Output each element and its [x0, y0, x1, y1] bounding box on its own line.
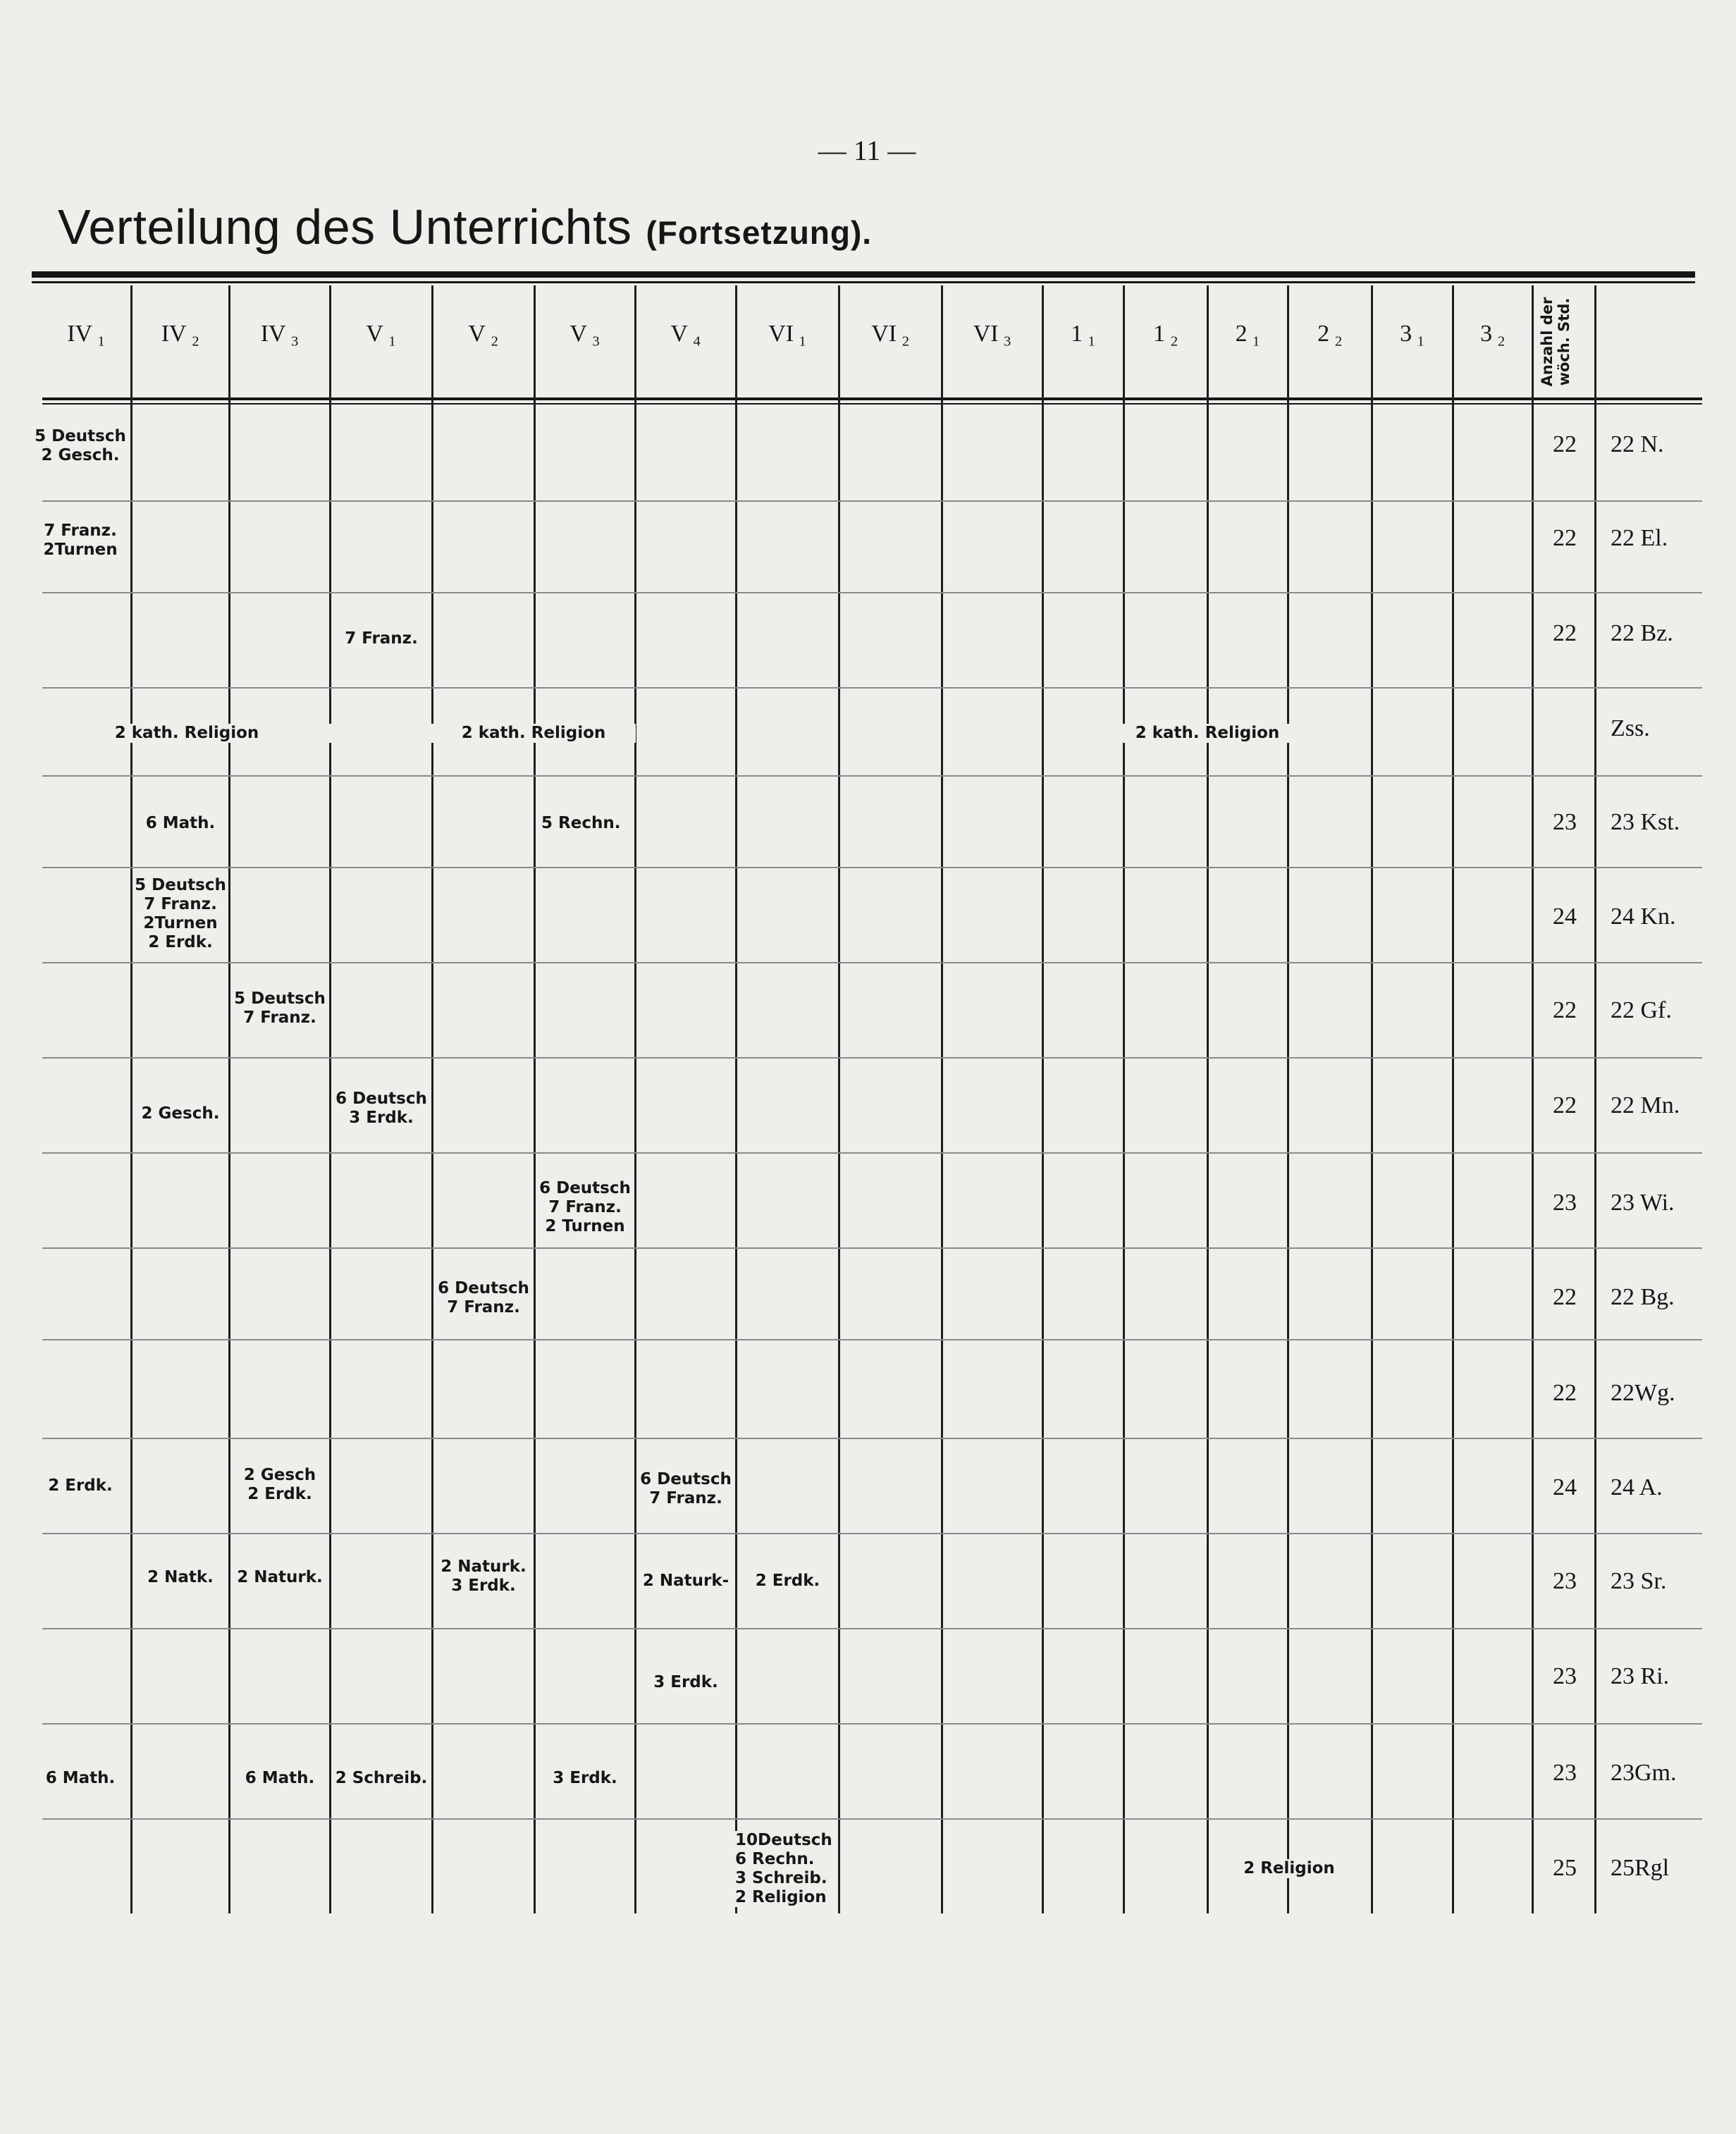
col-header-11: 1 ₁: [1071, 321, 1096, 347]
col-header-VI1: VI ₁: [768, 321, 807, 347]
col-header-V4: V ₄: [670, 321, 701, 347]
entry-IV3: 5 Deutsch 7 Franz.: [234, 989, 326, 1027]
row-line: [42, 1533, 1702, 1534]
col-header-12: 1 ₂: [1153, 321, 1178, 347]
hours-total: 23: [1553, 1190, 1577, 1216]
top-rule-thin: [32, 281, 1695, 283]
col-header-IV2: IV ₂: [161, 321, 200, 347]
hours-total: 22: [1553, 525, 1577, 551]
teacher-label: 22 Gf.: [1611, 997, 1672, 1023]
hours-total: 22: [1553, 1284, 1577, 1310]
hours-total: 23: [1553, 1760, 1577, 1786]
teacher-label: 24 Kn.: [1611, 903, 1676, 930]
col-header-31: 3 ₁: [1400, 321, 1425, 347]
row-line: [42, 867, 1702, 868]
teacher-label: 23 Kst.: [1611, 809, 1680, 835]
col-header-21: 2 ₁: [1235, 321, 1261, 347]
col-header-V3: V ₃: [570, 321, 601, 347]
teacher-label: 23 Wi.: [1611, 1190, 1675, 1216]
row-line: [42, 592, 1702, 593]
entry-IV1: 7 Franz. 2Turnen: [43, 522, 118, 559]
entry-IV3: 6 Math.: [245, 1769, 315, 1787]
row-line: [42, 1438, 1702, 1439]
hours-total: 22: [1553, 1092, 1577, 1118]
row-line: [42, 1339, 1702, 1340]
teacher-label: 24 A.: [1611, 1474, 1663, 1500]
col-line: [1371, 285, 1373, 1913]
entry-VI1: 10Deutsch 6 Rechn. 3 Schreib. 2 Religion: [735, 1831, 838, 1907]
hours-total: 23: [1553, 809, 1577, 835]
col-line: [431, 285, 433, 1913]
entry-IV1: 2 Erdk.: [48, 1476, 113, 1495]
row-line: [42, 1723, 1702, 1725]
col-line: [1452, 285, 1454, 1913]
col-header-V1: V ₁: [366, 321, 397, 347]
entry-V1: 6 Deutsch 3 Erdk.: [335, 1090, 427, 1127]
row-line: [42, 1247, 1702, 1249]
page-title: [58, 199, 872, 255]
entry-V2: 6 Deutsch 7 Franz.: [438, 1279, 529, 1316]
entry-V4: 2 Naturk-: [642, 1572, 730, 1590]
entry-IV3: 2 Gesch 2 Erdk.: [243, 1466, 316, 1503]
hours-total: 25: [1553, 1855, 1577, 1881]
teacher-label: 22 El.: [1611, 525, 1668, 551]
entry-IV2: 5 Deutsch 7 Franz. 2Turnen 2 Erdk.: [135, 876, 226, 951]
col-header-22: 2 ₂: [1317, 321, 1343, 347]
row-line: [42, 687, 1702, 689]
col-line: [1287, 285, 1289, 1913]
title-main: Verteilung des Unterrichts: [58, 199, 632, 254]
hours-total: 22: [1553, 431, 1577, 457]
hours-total: 22: [1553, 620, 1577, 646]
col-line: [1532, 285, 1534, 1913]
entry-IV3: 2 Naturk.: [237, 1568, 323, 1586]
teacher-label: 22 Mn.: [1611, 1092, 1680, 1118]
entry-V3: 6 Deutsch 7 Franz. 2 Turnen: [539, 1179, 631, 1235]
teacher-label: 25Rgl: [1611, 1855, 1670, 1881]
entry-V1: 7 Franz.: [345, 629, 418, 648]
hours-total: 23: [1553, 1663, 1577, 1689]
teacher-label: 23Gm.: [1611, 1760, 1677, 1786]
entry-IV1: 6 Math.: [45, 1769, 116, 1787]
col-line: [1594, 285, 1596, 1913]
top-rule-thick: [32, 271, 1695, 278]
entry-V4: 3 Erdk.: [653, 1673, 718, 1691]
col-header-VI2: VI ₂: [871, 321, 910, 347]
col-line: [838, 285, 840, 1913]
col-line: [1042, 285, 1044, 1913]
col-header-32: 3 ₂: [1480, 321, 1506, 347]
entry-VI1: 2 Erdk.: [755, 1572, 820, 1590]
row-line: [42, 1818, 1702, 1820]
hours-total: 24: [1553, 1474, 1577, 1500]
teacher-label: 22 Bz.: [1611, 620, 1673, 646]
teacher-label: 22Wg.: [1611, 1380, 1675, 1406]
row-line: [42, 1152, 1702, 1154]
col-header-V2: V ₂: [468, 321, 499, 347]
entry-V3: 3 Erdk.: [553, 1769, 617, 1787]
col-line: [634, 285, 636, 1913]
hours-total: 22: [1553, 997, 1577, 1023]
col-header-VI3: VI ₃: [973, 321, 1012, 347]
entry-IV2: 2 Gesch.: [141, 1104, 220, 1123]
hours-column-header: Anzahl der wöch. Std.: [1539, 297, 1572, 387]
entry-V2: 2 Naturk. 3 Erdk.: [441, 1558, 527, 1595]
entry-V4: 6 Deutsch 7 Franz.: [640, 1470, 732, 1507]
col-line: [1207, 285, 1209, 1913]
row-line: [42, 962, 1702, 963]
col-line: [941, 285, 943, 1913]
entry-V-kath-religion: 2 kath. Religion: [431, 724, 636, 743]
col-line: [228, 285, 230, 1913]
teacher-label: 23 Sr.: [1611, 1568, 1667, 1594]
col-line: [1123, 285, 1125, 1913]
page-number: — 11 —: [818, 135, 916, 166]
entry-upper-religion: 2 Religion: [1219, 1859, 1360, 1878]
teacher-label: 23 Ri.: [1611, 1663, 1670, 1689]
hours-total: 23: [1553, 1568, 1577, 1594]
row-line: [42, 1057, 1702, 1059]
teacher-label: 22 N.: [1611, 431, 1664, 457]
entry-V3: 5 Rechn.: [541, 814, 621, 832]
col-line: [534, 285, 536, 1913]
entry-V1: 2 Schreib.: [335, 1769, 428, 1787]
row-line: [42, 500, 1702, 502]
col-line: [735, 285, 737, 1913]
col-header-IV1: IV ₁: [67, 321, 106, 347]
title-suffix: (Fortsetzung).: [646, 214, 873, 251]
hours-total: 22: [1553, 1380, 1577, 1406]
entry-IV1: 5 Deutsch 2 Gesch.: [35, 427, 126, 464]
teacher-label: Zss.: [1611, 715, 1650, 741]
teacher-label: 22 Bg.: [1611, 1284, 1675, 1310]
entry-upper-kath-religion: 2 kath. Religion: [1123, 724, 1292, 743]
entry-IV2: 6 Math.: [145, 814, 216, 832]
entry-IV2: 2 Natk.: [147, 1568, 214, 1586]
entry-IV-kath-religion: 2 kath. Religion: [42, 724, 331, 743]
hours-total: 24: [1553, 903, 1577, 930]
row-line: [42, 775, 1702, 777]
row-line: [42, 1628, 1702, 1629]
col-header-IV3: IV ₃: [260, 321, 300, 347]
